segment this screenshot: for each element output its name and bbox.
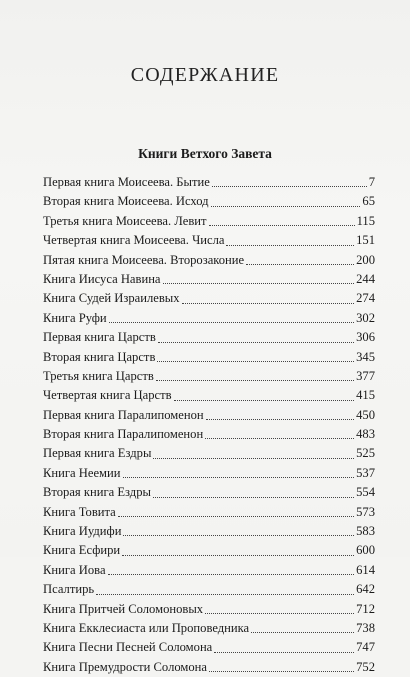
toc-entry-title: Книга Есфири [43,543,121,558]
toc-entry-title: Книга Иисуса Навина [43,271,161,286]
toc-entry-title: Книга Притчей Соломоновых [43,601,204,616]
toc-entry-page: 537 [356,465,375,480]
toc-entry [43,561,375,580]
toc-entry [43,541,375,560]
toc-entry-title: Пятая книга Моисеева. Второзаконие [43,252,245,267]
toc-entry [43,658,375,677]
toc-entry-page: 525 [356,446,375,461]
toc-entry [43,464,375,483]
toc-entry-page: 642 [356,582,375,597]
toc-entry [43,212,375,231]
toc-entry [43,483,375,502]
dot-leader [251,631,354,633]
dot-leader [157,360,354,362]
toc-entry-page: 377 [356,368,375,383]
toc-entry [43,406,375,425]
dot-leader [156,379,354,381]
toc-entry-title: Первая книга Царств [43,330,156,345]
dot-leader [153,496,354,498]
toc-entry [43,270,375,289]
dot-leader [209,224,355,226]
toc-entry-page: 554 [356,485,375,500]
toc-entry-page: 345 [356,349,375,364]
toc-entry-title: Книга Судей Израилевых [43,291,180,306]
dot-leader [123,476,355,478]
toc-entry-page: 115 [356,213,375,228]
toc-entry [43,173,375,192]
toc-entry-title: Книга Песни Песней Соломона [43,640,213,655]
toc-entry [43,309,375,328]
toc-entry-title: Вторая книга Моисеева. Исход [43,194,209,209]
toc-entry-page: 274 [356,291,375,306]
toc-entry [43,444,375,463]
toc-entry-title: Книга Екклесиаста или Проповедника [43,620,250,635]
dot-leader [163,282,355,284]
toc-entry-page: 738 [356,620,375,635]
toc-entry [43,619,375,638]
toc-entry-page: 415 [356,388,375,403]
toc-entry [43,580,375,599]
dot-leader [211,205,361,207]
toc-entry-title: Книга Товита [43,504,116,519]
toc-entry-title: Первая книга Ездры [43,446,152,461]
toc-entry [43,503,375,522]
toc-entry-page: 151 [356,233,375,248]
toc-entry-title: Вторая книга Царств [43,349,156,364]
dot-leader [122,554,354,556]
toc-entry-page: 244 [356,271,375,286]
dot-leader [182,302,355,304]
toc-entry [43,231,375,250]
toc-entry [43,600,375,619]
toc-entry-title: Вторая книга Паралипоменон [43,427,204,442]
toc-entry [43,367,375,386]
toc-entry-title: Книга Иова [43,562,106,577]
dot-leader [153,457,354,459]
toc-entry [43,328,375,347]
toc-entry-title: Четвертая книга Царств [43,388,172,403]
toc-entry-page: 7 [368,174,375,189]
toc-entry [43,638,375,657]
dot-leader [96,593,354,595]
toc-entry [43,289,375,308]
dot-leader [109,321,354,323]
dot-leader [226,244,354,246]
toc-entry [43,425,375,444]
toc-entry-title: Четвертая книга Моисеева. Числа [43,233,225,248]
toc-entry-page: 600 [356,543,375,558]
dot-leader [212,185,367,187]
toc-entry-title: Третья книга Царств [43,368,154,383]
toc-entry-page: 306 [356,330,375,345]
toc-entry-title: Первая книга Моисеева. Бытие [43,174,210,189]
dot-leader [118,515,354,517]
toc-entry [43,348,375,367]
toc-entry-page: 583 [356,524,375,539]
toc-entry [43,192,375,211]
toc-entry-title: Вторая книга Ездры [43,485,151,500]
toc-entry [43,386,375,405]
toc-entry-page: 302 [356,310,375,325]
toc-entry-page: 752 [356,659,375,674]
toc-entry [43,522,375,541]
toc-entry-title: Книга Иудифи [43,524,122,539]
toc-entry-page: 483 [356,427,375,442]
dot-leader [174,399,355,401]
toc-entry-page: 573 [356,504,375,519]
toc-entry-title: Третья книга Моисеева. Левит [43,213,207,228]
dot-leader [205,437,354,439]
dot-leader [205,612,354,614]
toc-entry-page: 747 [356,640,375,655]
toc-entry-title: Первая книга Паралипоменон [43,407,204,422]
dot-leader [214,651,354,653]
page-title: СОДЕРЖАНИЕ [130,64,280,86]
dot-leader [123,534,354,536]
dot-leader [158,341,354,343]
toc-entry [43,251,375,270]
toc-entry-title: Книга Руфи [43,310,107,325]
dot-leader [108,573,355,575]
dot-leader [209,670,354,672]
toc-entry-page: 200 [356,252,375,267]
toc-entry-page: 450 [356,407,375,422]
toc-entry-page: 65 [362,194,375,209]
table-of-contents [43,173,375,677]
section-heading: Книги Ветхого Завета [138,146,272,161]
toc-entry-title: Книга Премудрости Соломона [43,659,208,674]
dot-leader [246,263,354,265]
toc-entry-title: Книга Неемии [43,465,121,480]
toc-entry-page: 712 [356,601,375,616]
dot-leader [206,418,354,420]
toc-entry-title: Псалтирь [43,582,95,597]
toc-entry-page: 614 [356,562,375,577]
